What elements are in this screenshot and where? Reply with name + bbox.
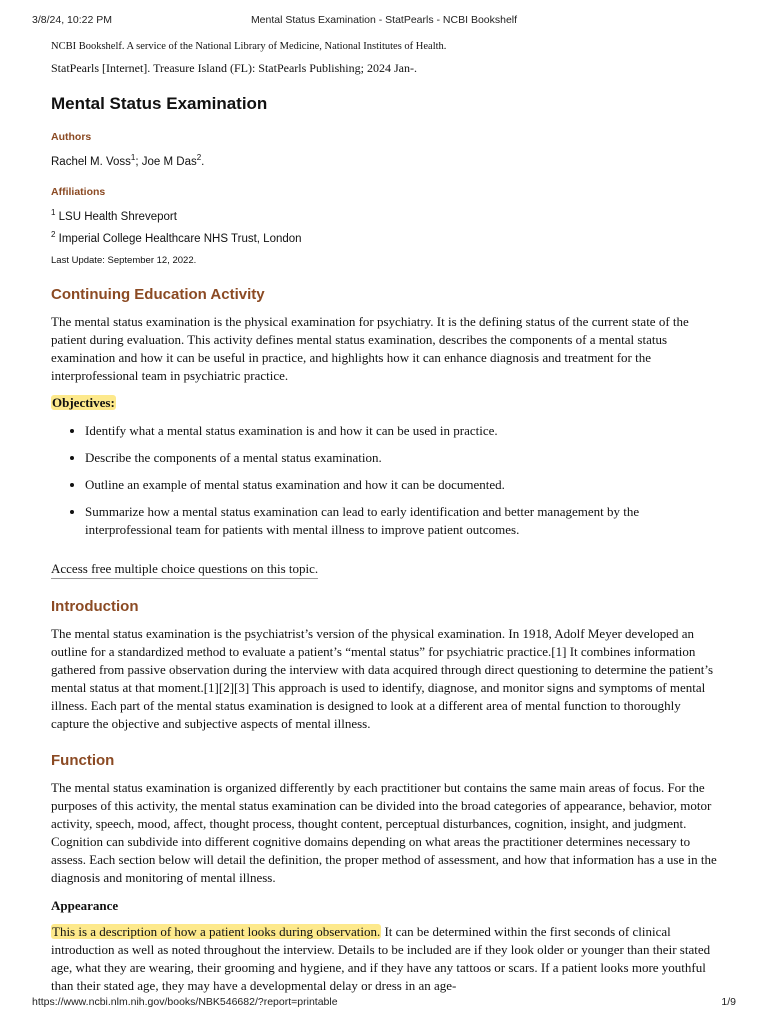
objective-item: • Describe the components of a mental status examination. — [85, 449, 719, 467]
author-affiliation-sup: 2 — [196, 153, 202, 162]
print-footer — [0, 996, 768, 1012]
author-name[interactable]: Rachel M. Voss — [51, 155, 131, 168]
affiliation-item — [51, 205, 719, 225]
objectives-list — [51, 422, 719, 539]
function-paragraph: The mental status examination is organized differently by each practitioner but contains the same main areas of focus. For the purposes of this activity, the mental status examination can be divided into the broad categories of appearance, behavior, motor activity, speech, mood, affect, thought process, thought content, perceptual disturbances, cognition, insight, and judgment. Cognition can subdivide into different cognitive domains depending on what areas the practitioner determines necessary to assess. Each section below will detail the definition, the proper method of assessment, and how that information has a use in the diagnosis and monitoring of mental illness. — [51, 780, 717, 886]
print-url: https://www.ncbi.nlm.nih.gov/books/NBK546682/?report=printable — [32, 996, 338, 1008]
authors-end: . — [201, 155, 205, 168]
appearance-text: It can be determined within the first seconds of clinical introduction as well as noted throughout the interview. Details to be included are if they look older or younger than their stated age, what they are wearing, their grooming and hygiene, and if they have any tattoos or scars. If a patient looks more youthful than their stated age, they may have a developmental delay or dress in an age- — [51, 924, 711, 994]
authors-list — [51, 150, 719, 170]
section-heading-continuing-education: Continuing Education Activity — [51, 286, 265, 304]
page-title: Mental Status Examination — [51, 94, 268, 113]
objective-item: • Outline an example of mental status examination and how it can be documented. — [85, 476, 719, 494]
subsection-heading-appearance: Appearance — [51, 898, 119, 914]
authors-heading: Authors — [51, 131, 92, 143]
introduction-paragraph: The mental status examination is the psychiatrist’s version of the physical examination. In 1918, Adolf Meyer developed an outline for a standardized method to evaluate a patient’s “mental status” for psychiatric practice.[1] It combines information gathered from passive observation during the interview with data acquired through direct questioning to determine the patient’s mental status at that moment.[1][2][3] This approach is used to identify, diagnose, and monitor signs and symptoms of mental illness. Each part of the mental status examination is designed to look at a different area of mental function to thoroughly capture the objective and subjective aspects of mental illness. — [51, 626, 714, 732]
print-page-number: 1/9 — [721, 996, 736, 1008]
access-questions-link[interactable]: Access free multiple choice questions on this topic. — [51, 560, 318, 579]
author-affiliation-sup: 1 — [130, 153, 136, 162]
document-body — [51, 36, 719, 995]
print-page-title: Mental Status Examination - StatPearls - NCBI Bookshelf — [250, 14, 518, 26]
objectives-highlight: Objectives: — [52, 395, 115, 411]
appearance-highlight: This is a description of how a patient looks during observation. — [52, 924, 381, 940]
section-heading-introduction: Introduction — [51, 598, 139, 616]
bookshelf-notice: NCBI Bookshelf. A service of the National Library of Medicine, National Institutes of Health. — [51, 41, 447, 52]
affiliation-text: Imperial College Healthcare NHS Trust, London — [55, 232, 302, 245]
affiliation-item — [51, 227, 719, 247]
section-heading-function: Function — [51, 752, 115, 770]
objective-item: • Identify what a mental status examination is and how it can be used in practice. — [85, 422, 719, 440]
affiliations-heading: Affiliations — [51, 185, 106, 198]
continuing-education-paragraph: The mental status examination is the physical examination for psychiatry. It is the defining status of the current state of the patient during evaluation. This activity defines mental status examination, describes the components of a mental status examination and how it can be useful in practice, and highlights how it can enhance diagnosis and treatment for the interprofessional team in psychiatric practice. — [51, 314, 689, 384]
print-header — [0, 14, 768, 30]
objective-item: • Summarize how a mental status examination can lead to early identification and better management by the interprofessional team for patients with mental illness to improve patient outcomes. — [85, 503, 719, 539]
print-datetime: 3/8/24, 10:22 PM — [32, 14, 112, 26]
last-update: Last Update: September 12, 2022. — [51, 255, 197, 267]
objectives-label — [51, 394, 719, 412]
affiliation-number: 1 — [51, 207, 56, 217]
appearance-paragraph — [51, 923, 719, 995]
author-name[interactable]: Joe M Das — [141, 155, 197, 168]
author-separator: ; — [135, 155, 142, 168]
citation: StatPearls [Internet]. Treasure Island (FL): StatPearls Publishing; 2024 Jan-. — [51, 61, 417, 75]
affiliation-text: LSU Health Shreveport — [55, 210, 177, 223]
affiliation-number: 2 — [51, 229, 56, 239]
